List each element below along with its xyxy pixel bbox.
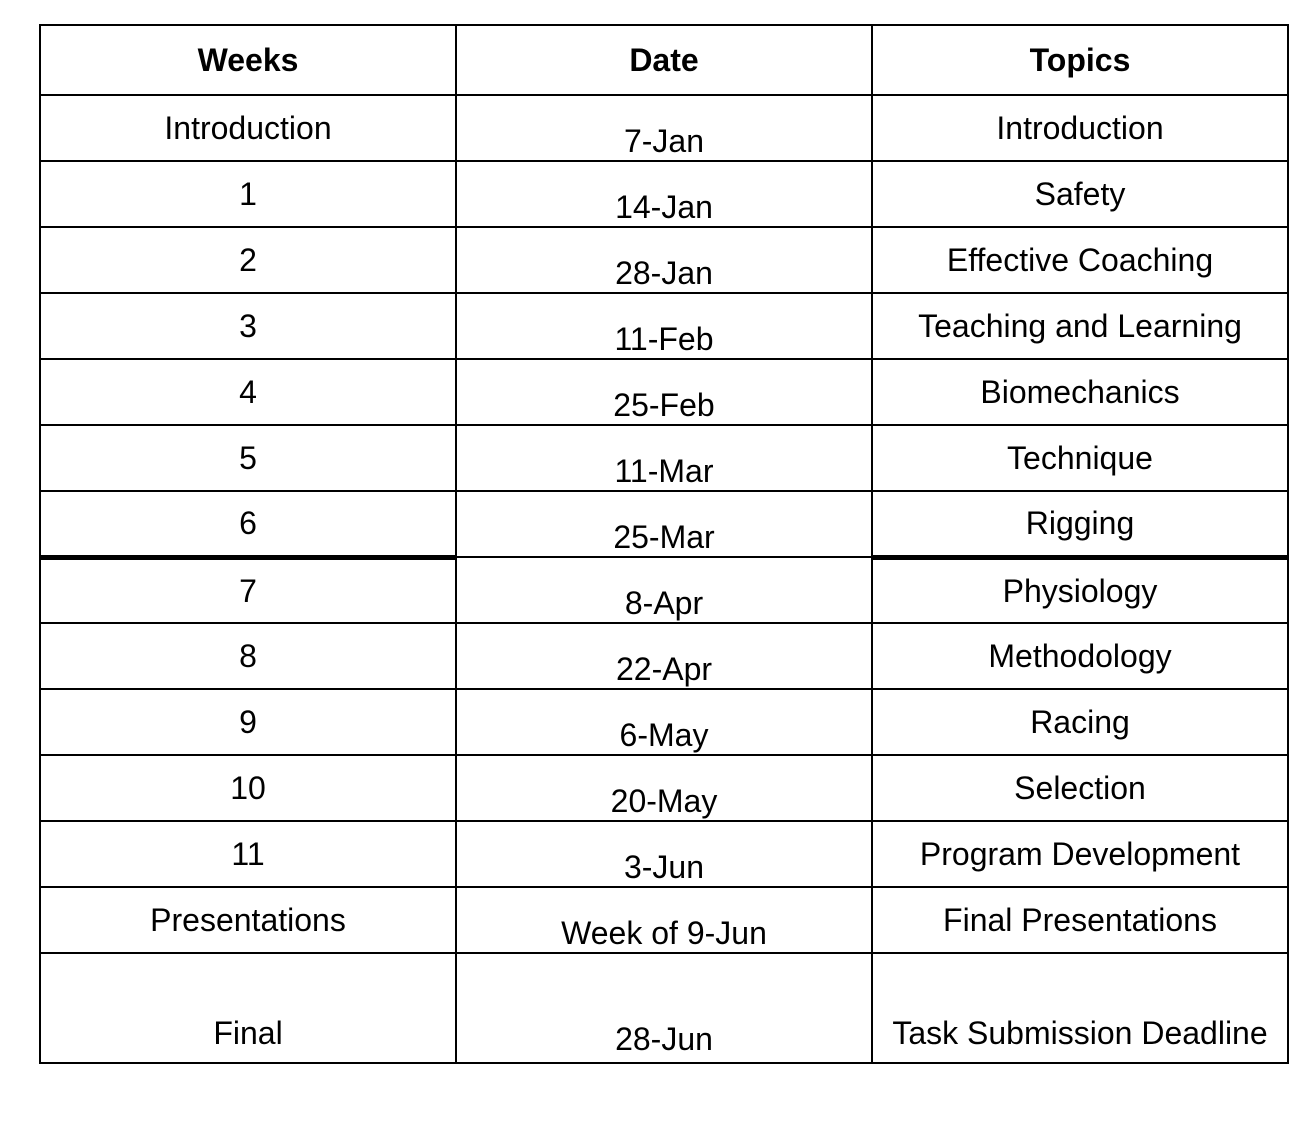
date-cell: 25-Feb (456, 359, 872, 425)
week-cell: Presentations (40, 887, 456, 953)
table-row (40, 623, 1288, 689)
week-cell: 10 (40, 755, 456, 821)
week-cell: 3 (40, 293, 456, 359)
week-cell: 6 (40, 491, 456, 557)
week-cell: 1 (40, 161, 456, 227)
topic-cell: Methodology (872, 623, 1288, 689)
topic-cell: Technique (872, 425, 1288, 491)
table-row (40, 425, 1288, 491)
schedule-table (39, 24, 1289, 1064)
date-cell: 11-Mar (456, 425, 872, 491)
table-row (40, 755, 1288, 821)
date-cell: 8-Apr (456, 557, 872, 623)
date-cell: 3-Jun (456, 821, 872, 887)
date-cell: 20-May (456, 755, 872, 821)
topic-cell: Program Development (872, 821, 1288, 887)
header-date: Date (456, 25, 872, 95)
table-row (40, 821, 1288, 887)
table-row (40, 161, 1288, 227)
date-cell: 14-Jan (456, 161, 872, 227)
table-row (40, 491, 1288, 557)
week-cell: Introduction (40, 95, 456, 161)
topic-cell: Teaching and Learning (872, 293, 1288, 359)
topic-cell: Physiology (872, 557, 1288, 623)
topic-cell: Biomechanics (872, 359, 1288, 425)
table-row (40, 95, 1288, 161)
week-cell: 5 (40, 425, 456, 491)
week-cell: 11 (40, 821, 456, 887)
table-row (40, 557, 1288, 623)
week-cell: 7 (40, 557, 456, 623)
header-weeks: Weeks (40, 25, 456, 95)
topic-cell: Task Submission Deadline (872, 953, 1288, 1063)
table-row (40, 953, 1288, 1063)
topic-cell: Introduction (872, 95, 1288, 161)
header-topics: Topics (872, 25, 1288, 95)
table-row (40, 887, 1288, 953)
topic-cell: Effective Coaching (872, 227, 1288, 293)
week-cell: 4 (40, 359, 456, 425)
date-cell: 22-Apr (456, 623, 872, 689)
date-cell: 28-Jun (456, 953, 872, 1063)
date-cell: 7-Jan (456, 95, 872, 161)
week-cell: Final (40, 953, 456, 1063)
table-row (40, 227, 1288, 293)
date-cell: 11-Feb (456, 293, 872, 359)
table-row (40, 293, 1288, 359)
date-cell: 28-Jan (456, 227, 872, 293)
date-cell: Week of 9-Jun (456, 887, 872, 953)
topic-cell: Final Presentations (872, 887, 1288, 953)
week-cell: 8 (40, 623, 456, 689)
week-cell: 9 (40, 689, 456, 755)
date-cell: 6-May (456, 689, 872, 755)
table-row (40, 359, 1288, 425)
week-cell: 2 (40, 227, 456, 293)
header-row (40, 25, 1288, 95)
topic-cell: Rigging (872, 491, 1288, 557)
date-cell: 25-Mar (456, 491, 872, 557)
table-row (40, 689, 1288, 755)
topic-cell: Racing (872, 689, 1288, 755)
topic-cell: Selection (872, 755, 1288, 821)
topic-cell: Safety (872, 161, 1288, 227)
